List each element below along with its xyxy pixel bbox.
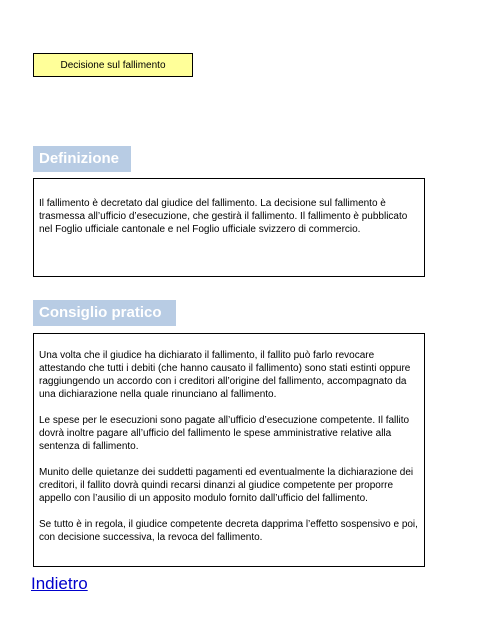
advice-paragraph: Le spese per le esecuzioni sono pagate all’ufficio d’esecuzione competente. Il fallito dovrà inoltre pagare all’ufficio del fallimento le spese amministrative relative alla sentenza di fallimento. [39, 415, 410, 452]
advice-paragraph: Una volta che il giudice ha dichiarato il fallimento, il fallito può farlo revocare attestando che tutti i debiti (che hanno causato il fallimento) sono stati estinti oppure raggiungendo un accordo con i creditori all’origine del fallimento, accompagnato da una dichiarazione nella quale rinunciano al fallimento. [39, 350, 411, 400]
back-link[interactable]: Indietro [31, 574, 88, 593]
advice-box [33, 333, 425, 567]
page-title-box [33, 53, 193, 77]
advice-paragraph: Munito delle quietanze dei suddetti pagamenti ed eventualmente la dichiarazione dei creditori, il fallito dovrà quindi recarsi dinanzi al giudice competente per proporre appello con l’ausilio di un apposito modulo fornito dall’ufficio del fallimento. [39, 467, 414, 504]
definition-box [33, 178, 425, 277]
advice-heading: Consiglio pratico [33, 300, 176, 326]
definition-heading: Definizione [33, 146, 131, 172]
page-title: Decisione sul fallimento [60, 59, 166, 71]
advice-paragraph: Se tutto è in regola, il giudice competente decreta dapprima l’effetto sospensivo e poi, con decisione successiva, la revoca del fallimento. [39, 519, 418, 543]
definition-paragraph: Il fallimento è decretato dal giudice del fallimento. La decisione sul fallimento è trasmessa all’ufficio d’esecuzione, che gestirà il fallimento. Il fallimento è pubblicato nel Foglio ufficiale cantonale e nel Foglio ufficiale svizzero di commercio. [39, 198, 408, 235]
